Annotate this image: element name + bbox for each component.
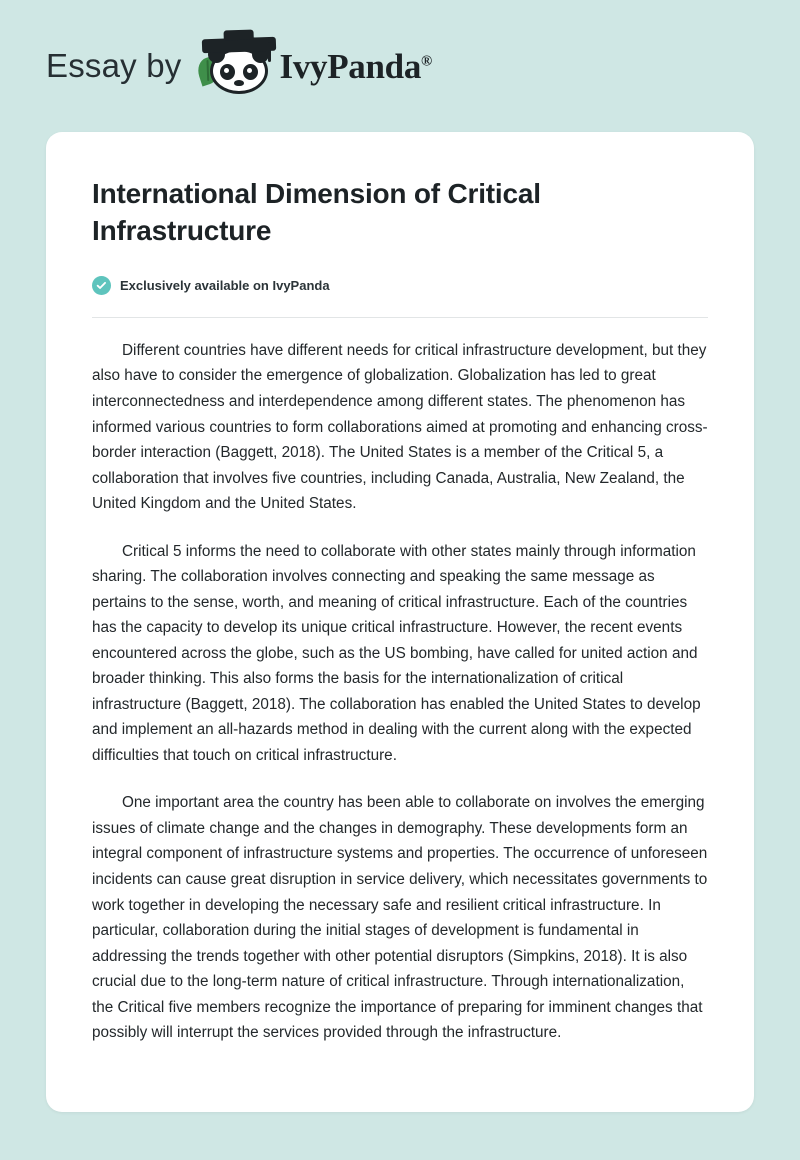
title-divider — [92, 317, 708, 318]
brand-name — [279, 46, 432, 86]
brand-name-text: IvyPanda — [279, 46, 422, 86]
site-brand-header — [0, 0, 800, 96]
body-paragraph: One important area the country has been able to collaborate on involves the emerging issues of climate change and the changes in demography. These developments form an integral component of infrastructure systems and properties. The occurrence of unforeseen incidents can cause great disruption in service delivery, which necessitates governments to work together in developing the necessary safe and resilient critical infrastructure. In particular, collaboration during the initial stages of development is fundamental in addressing the trends together with other potential disruptors (Simpkins, 2018). It is also crucial due to the long-term nature of critical infrastructure. Through internationalization, the Critical five members recognize the importance of preparing for imminent changes that possibly will interrupt the services provided through the infrastructure. — [92, 794, 708, 1042]
body-paragraph: Different countries have different needs for critical infrastructure development, but they also have to consider the emergence of globalization. Globalization has led to great interconnectedness and interdependence among different states. The phenomenon has informed various countries to form collaborations aimed at promoting and enhancing cross-border interaction (Baggett, 2018). The United States is a member of the Critical 5, a collaboration that involves five countries, including Canada, Australia, New Zealand, the United Kingdom and the United States. — [92, 341, 708, 513]
exclusive-badge — [92, 276, 708, 295]
page-title: International Dimension of Critical Infrastructure — [92, 178, 541, 246]
registered-mark: ® — [421, 52, 432, 69]
panda-graduate-logo-icon — [196, 36, 280, 96]
document-body — [92, 338, 708, 1046]
body-paragraph: Critical 5 informs the need to collaborate with other states mainly through information sharing. The collaboration involves connecting and speaking the same message as pertains to the sense, worth, and meaning of critical infrastructure. Each of the countries has the capacity to develop its unique critical infrastructure. However, the recent events encountered across the globe, such as the US bombing, have called for united action and broader thinking. This also forms the basis for the internationalization of critical infrastructure (Baggett, 2018). The collaboration has enabled the United States to develop and implement an all-hazards method in dealing with the current along with the expected difficulties that touch on critical infrastructure. — [92, 542, 701, 764]
document-card — [46, 132, 754, 1112]
status-badge-label: Exclusively available on IvyPanda — [120, 277, 330, 293]
check-circle-icon — [92, 276, 111, 295]
essay-by-label: Essay by — [46, 47, 182, 84]
ivypanda-logo[interactable] — [196, 36, 432, 96]
